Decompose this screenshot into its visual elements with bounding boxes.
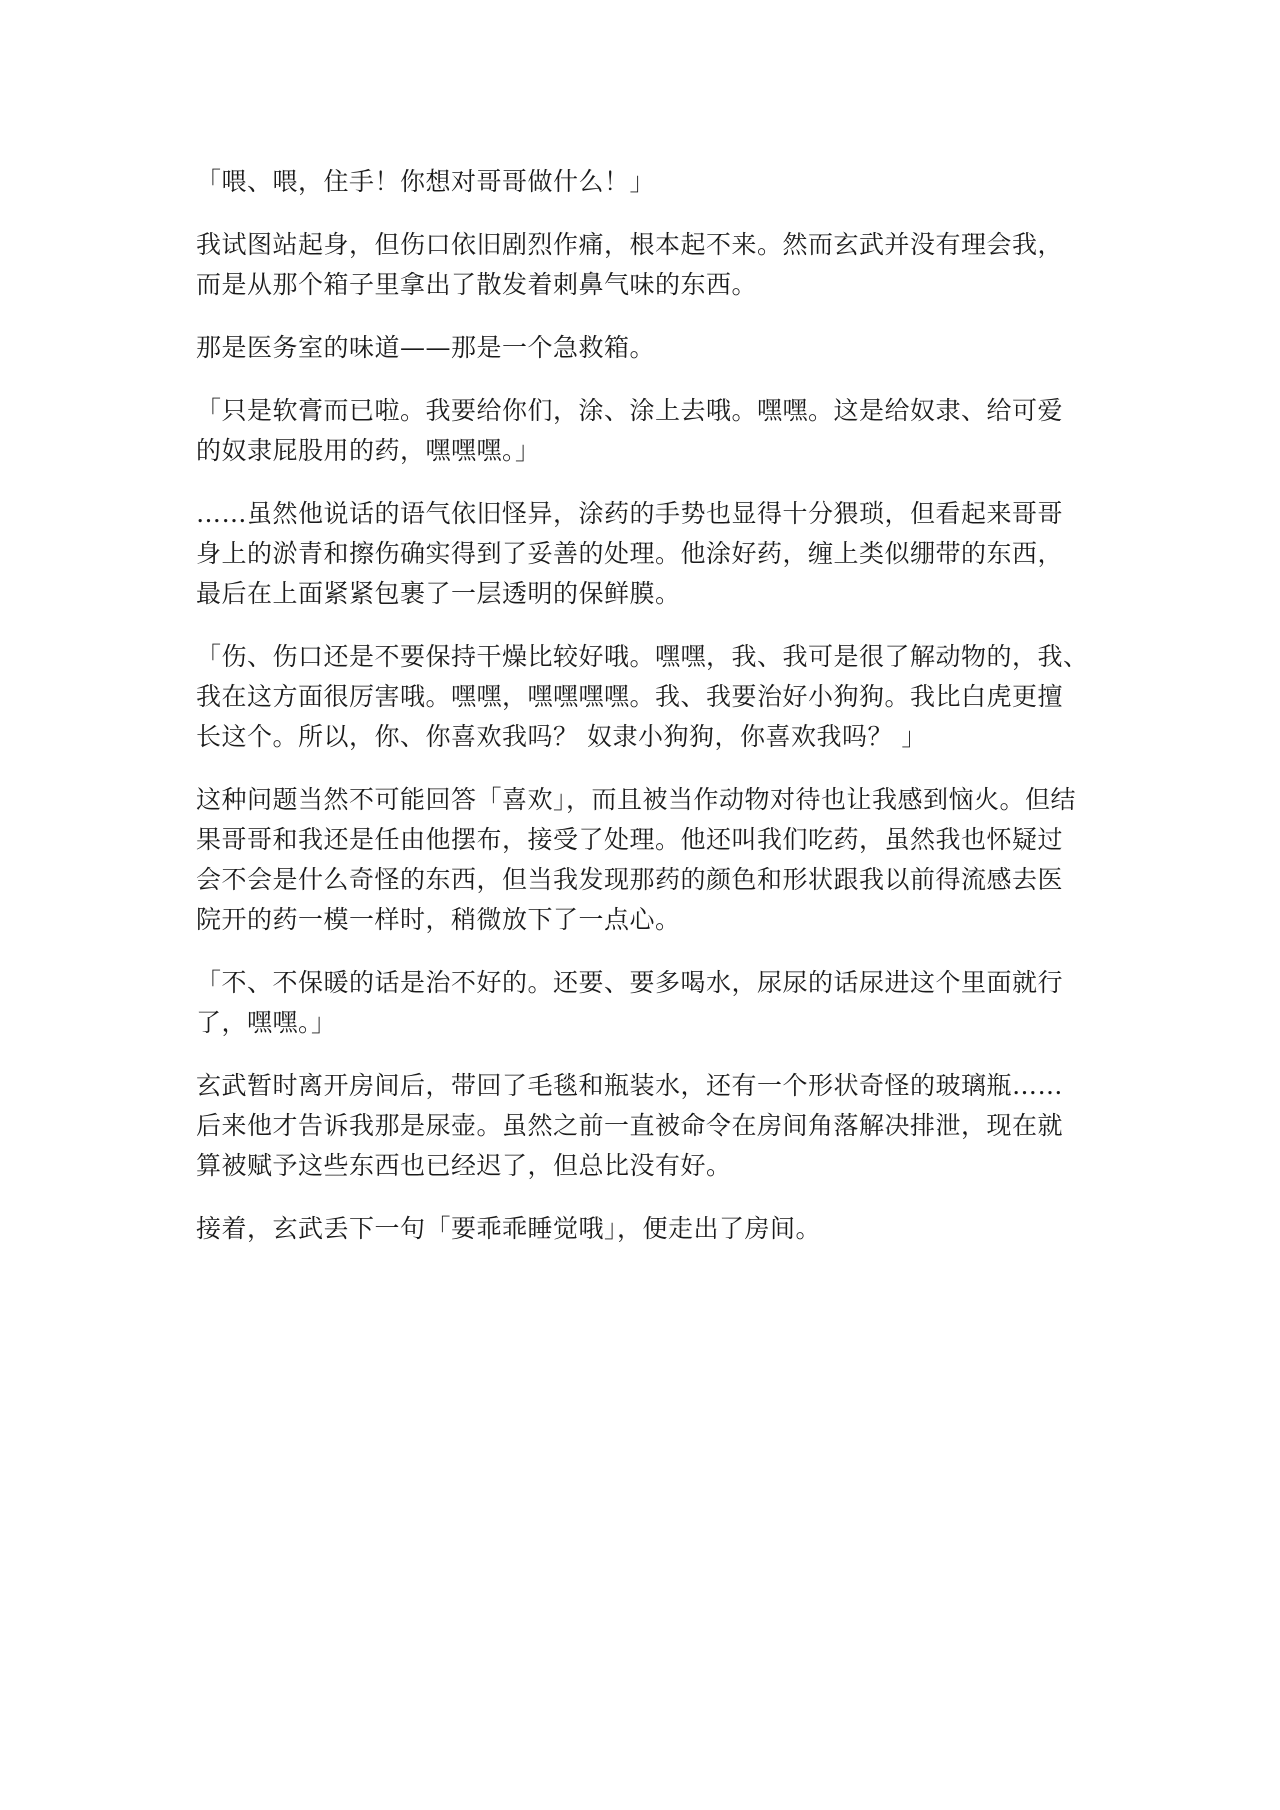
text-line: 算被赋予这些东西也已经迟了，但总比没有好。 bbox=[196, 1151, 732, 1180]
text-line: 接着，玄武丢下一句「要乖乖睡觉哦」，便走出了房间。 bbox=[196, 1214, 822, 1243]
text-line: 长这个。所以，你、你喜欢我吗？ 奴隶小狗狗，你喜欢我吗？ 」 bbox=[196, 722, 927, 751]
document-body bbox=[196, 162, 1101, 1272]
paragraph bbox=[196, 391, 1101, 471]
text-line: 「只是软膏而已啦。我要给你们，涂、涂上去哦。嘿嘿。这是给奴隶、给可爱 bbox=[196, 396, 1064, 425]
text-line: 「伤、伤口还是不要保持干燥比较好哦。嘿嘿，我、我可是很了解动物的，我、 bbox=[196, 642, 1089, 671]
text-line: 后来他才告诉我那是尿壶。虽然之前一直被命令在房间角落解决排泄，现在就 bbox=[196, 1111, 1064, 1140]
text-line: 我试图站起身，但伤口依旧剧烈作痛，根本起不来。然而玄武并没有理会我， bbox=[196, 230, 1064, 259]
paragraph bbox=[196, 1066, 1101, 1186]
text-line: 而是从那个箱子里拿出了散发着刺鼻气味的东西。 bbox=[196, 270, 758, 299]
text-line: 果哥哥和我还是任由他摆布，接受了处理。他还叫我们吃药，虽然我也怀疑过 bbox=[196, 825, 1064, 854]
paragraph bbox=[196, 1209, 1101, 1249]
paragraph bbox=[196, 963, 1101, 1043]
paragraph bbox=[196, 225, 1101, 305]
paragraph bbox=[196, 328, 1101, 368]
paragraph bbox=[196, 637, 1101, 757]
text-line: 的奴隶屁股用的药，嘿嘿嘿。」 bbox=[196, 436, 541, 465]
text-line: 最后在上面紧紧包裹了一层透明的保鲜膜。 bbox=[196, 579, 681, 608]
paragraph bbox=[196, 780, 1101, 940]
paragraph bbox=[196, 494, 1101, 614]
text-line: 会不会是什么奇怪的东西，但当我发现那药的颜色和形状跟我以前得流感去医 bbox=[196, 865, 1064, 894]
text-line: 这种问题当然不可能回答「喜欢」，而且被当作动物对待也让我感到恼火。但结 bbox=[196, 785, 1077, 814]
text-line: 我在这方面很厉害哦。嘿嘿，嘿嘿嘿嘿。我、我要治好小狗狗。我比白虎更擅 bbox=[196, 682, 1064, 711]
text-line: 「喂、喂，住手！你想对哥哥做什么！」 bbox=[196, 167, 656, 196]
paragraph bbox=[196, 162, 1101, 202]
text-line: 「不、不保暖的话是治不好的。还要、要多喝水，尿尿的话尿进这个里面就行 bbox=[196, 968, 1064, 997]
text-line: 玄武暂时离开房间后，带回了毛毯和瓶装水，还有一个形状奇怪的玻璃瓶…… bbox=[196, 1071, 1064, 1100]
text-line: 那是医务室的味道——那是一个急救箱。 bbox=[196, 333, 656, 362]
text-line: 了，嘿嘿。」 bbox=[196, 1008, 337, 1037]
text-line: ……虽然他说话的语气依旧怪异，涂药的手势也显得十分猥琐，但看起来哥哥 bbox=[196, 499, 1064, 528]
text-line: 身上的淤青和擦伤确实得到了妥善的处理。他涂好药，缠上类似绷带的东西， bbox=[196, 539, 1064, 568]
text-line: 院开的药一模一样时，稍微放下了一点心。 bbox=[196, 905, 681, 934]
